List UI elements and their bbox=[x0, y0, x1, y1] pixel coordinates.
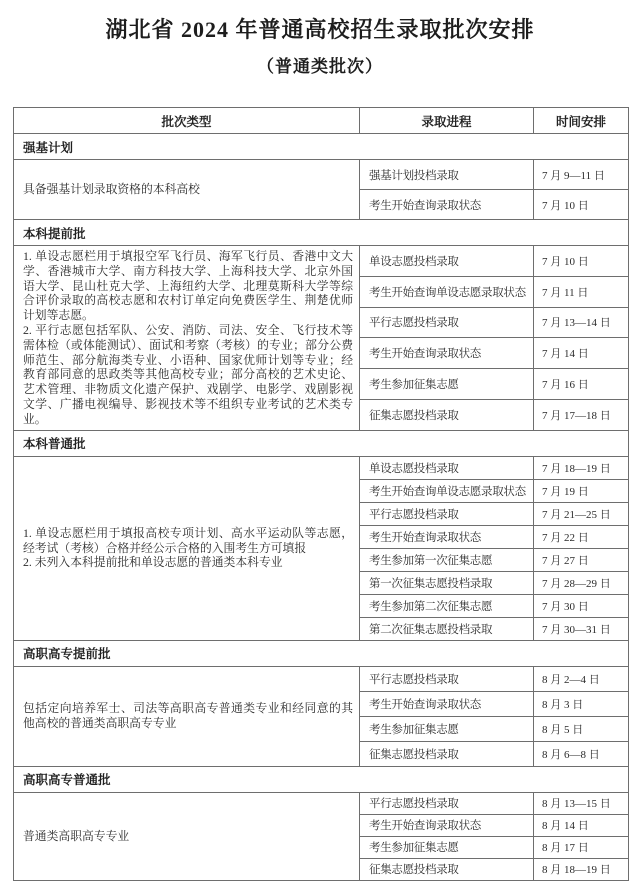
batch-description-cell bbox=[14, 160, 360, 220]
time-cell: 7 月 30—31 日 bbox=[534, 617, 629, 640]
table-row bbox=[14, 456, 629, 479]
process-cell: 考生参加征集志愿 bbox=[360, 836, 534, 858]
section-header-row bbox=[14, 766, 629, 792]
process-cell: 征集志愿投档录取 bbox=[360, 741, 534, 766]
admission-schedule-table bbox=[13, 107, 629, 881]
time-cell: 8 月 13—15 日 bbox=[534, 792, 629, 814]
time-cell: 7 月 14 日 bbox=[534, 338, 629, 369]
batch-description-cell bbox=[14, 792, 360, 880]
process-cell: 单设志愿投档录取 bbox=[360, 456, 534, 479]
process-cell: 征集志愿投档录取 bbox=[360, 858, 534, 880]
section-name: 本科普通批 bbox=[14, 430, 629, 456]
section-name: 强基计划 bbox=[14, 134, 629, 160]
process-cell: 平行志愿投档录取 bbox=[360, 502, 534, 525]
time-cell: 7 月 13—14 日 bbox=[534, 307, 629, 338]
process-cell: 征集志愿投档录取 bbox=[360, 399, 534, 430]
batch-description-cell bbox=[14, 666, 360, 766]
time-cell: 7 月 16 日 bbox=[534, 369, 629, 400]
process-cell: 考生开始查询录取状态 bbox=[360, 190, 534, 220]
process-cell: 考生参加第二次征集志愿 bbox=[360, 594, 534, 617]
table-body bbox=[14, 134, 629, 881]
process-cell: 考生开始查询录取状态 bbox=[360, 338, 534, 369]
time-cell: 7 月 10 日 bbox=[534, 246, 629, 277]
process-cell: 考生开始查询录取状态 bbox=[360, 691, 534, 716]
batch-description-cell bbox=[14, 456, 360, 640]
time-cell: 8 月 18—19 日 bbox=[534, 858, 629, 880]
table-row bbox=[14, 160, 629, 190]
time-cell: 8 月 14 日 bbox=[534, 814, 629, 836]
time-cell: 7 月 10 日 bbox=[534, 190, 629, 220]
time-cell: 7 月 19 日 bbox=[534, 479, 629, 502]
process-cell: 考生参加第一次征集志愿 bbox=[360, 548, 534, 571]
page-title: 湖北省 2024 年普通高校招生录取批次安排 bbox=[105, 17, 535, 42]
time-cell: 7 月 21—25 日 bbox=[534, 502, 629, 525]
process-cell: 考生开始查询单设志愿录取状态 bbox=[360, 479, 534, 502]
time-cell: 7 月 18—19 日 bbox=[534, 456, 629, 479]
time-cell: 7 月 27 日 bbox=[534, 548, 629, 571]
process-cell: 强基计划投档录取 bbox=[360, 160, 534, 190]
time-cell: 7 月 30 日 bbox=[534, 594, 629, 617]
section-name: 高职高专普通批 bbox=[14, 766, 629, 792]
time-cell: 8 月 2—4 日 bbox=[534, 666, 629, 691]
time-cell: 7 月 11 日 bbox=[534, 276, 629, 307]
process-cell: 考生开始查询录取状态 bbox=[360, 814, 534, 836]
process-cell: 考生开始查询单设志愿录取状态 bbox=[360, 276, 534, 307]
batch-description-paragraph: 2. 平行志愿包括军队、公安、消防、司法、安全、飞行技术等需体检（或体能测试）、面试和考察（考核）的专业；部分公费师范生、部分航海类专业、小语种、国家优师计划等专业；经教育部同意的思政类等其他高校专业；部分高校的艺术史论、艺术管理、非物质文化遗产保护、戏剧学、电影学、戏剧影视文学、广播电视编导、影视技术等不组织专业考试的艺术类专业。 bbox=[23, 322, 353, 426]
batch-description-paragraph: 普通类高职高专专业 bbox=[23, 828, 130, 843]
table-row bbox=[14, 792, 629, 814]
column-header-batch-type: 批次类型 bbox=[14, 108, 360, 134]
time-cell: 8 月 17 日 bbox=[534, 836, 629, 858]
process-cell: 第一次征集志愿投档录取 bbox=[360, 571, 534, 594]
section-header-row bbox=[14, 134, 629, 160]
section-name: 高职高专提前批 bbox=[14, 640, 629, 666]
process-cell: 单设志愿投档录取 bbox=[360, 246, 534, 277]
table-row bbox=[14, 246, 629, 277]
process-cell: 考生参加征集志愿 bbox=[360, 369, 534, 400]
column-header-process: 录取进程 bbox=[360, 108, 534, 134]
process-cell: 平行志愿投档录取 bbox=[360, 307, 534, 338]
process-cell: 考生开始查询录取状态 bbox=[360, 525, 534, 548]
section-header-row bbox=[14, 640, 629, 666]
table-header-row bbox=[14, 108, 629, 134]
batch-description-paragraph: 1. 单设志愿栏用于填报空军飞行员、海军飞行员、香港中文大学、香港城市大学、南方科技大学、上海科技大学、北京外国语大学、昆山杜克大学、上海纽约大学、北理莫斯科大学等综合评价录取的高校志愿和农村订单定向免费医学生、荆楚优师计划等志愿。 bbox=[23, 249, 353, 323]
time-cell: 7 月 28—29 日 bbox=[534, 571, 629, 594]
process-cell: 考生参加征集志愿 bbox=[360, 716, 534, 741]
page-subtitle: （普通类批次） bbox=[257, 57, 383, 76]
batch-description-paragraph: 包括定向培养军士、司法等高职高专普通类专业和经同意的其他高校的普通类高职高专专业 bbox=[23, 701, 353, 731]
time-cell: 8 月 6—8 日 bbox=[534, 741, 629, 766]
section-header-row bbox=[14, 220, 629, 246]
time-cell: 8 月 5 日 bbox=[534, 716, 629, 741]
time-cell: 7 月 9—11 日 bbox=[534, 160, 629, 190]
batch-description-paragraph: 1. 单设志愿栏用于填报高校专项计划、高水平运动队等志愿，经考试（考核）合格并经公示合格的入围考生方可填报 bbox=[23, 525, 353, 555]
process-cell: 平行志愿投档录取 bbox=[360, 666, 534, 691]
batch-description-paragraph: 2. 未列入本科提前批和单设志愿的普通类本科专业 bbox=[23, 555, 283, 570]
time-cell: 7 月 22 日 bbox=[534, 525, 629, 548]
section-header-row bbox=[14, 430, 629, 456]
process-cell: 第二次征集志愿投档录取 bbox=[360, 617, 534, 640]
batch-description-paragraph: 具备强基计划录取资格的本科高校 bbox=[23, 182, 200, 197]
time-cell: 8 月 3 日 bbox=[534, 691, 629, 716]
table-row bbox=[14, 666, 629, 691]
time-cell: 7 月 17—18 日 bbox=[534, 399, 629, 430]
column-header-time: 时间安排 bbox=[534, 108, 629, 134]
process-cell: 平行志愿投档录取 bbox=[360, 792, 534, 814]
batch-description-cell bbox=[14, 246, 360, 431]
section-name: 本科提前批 bbox=[14, 220, 629, 246]
